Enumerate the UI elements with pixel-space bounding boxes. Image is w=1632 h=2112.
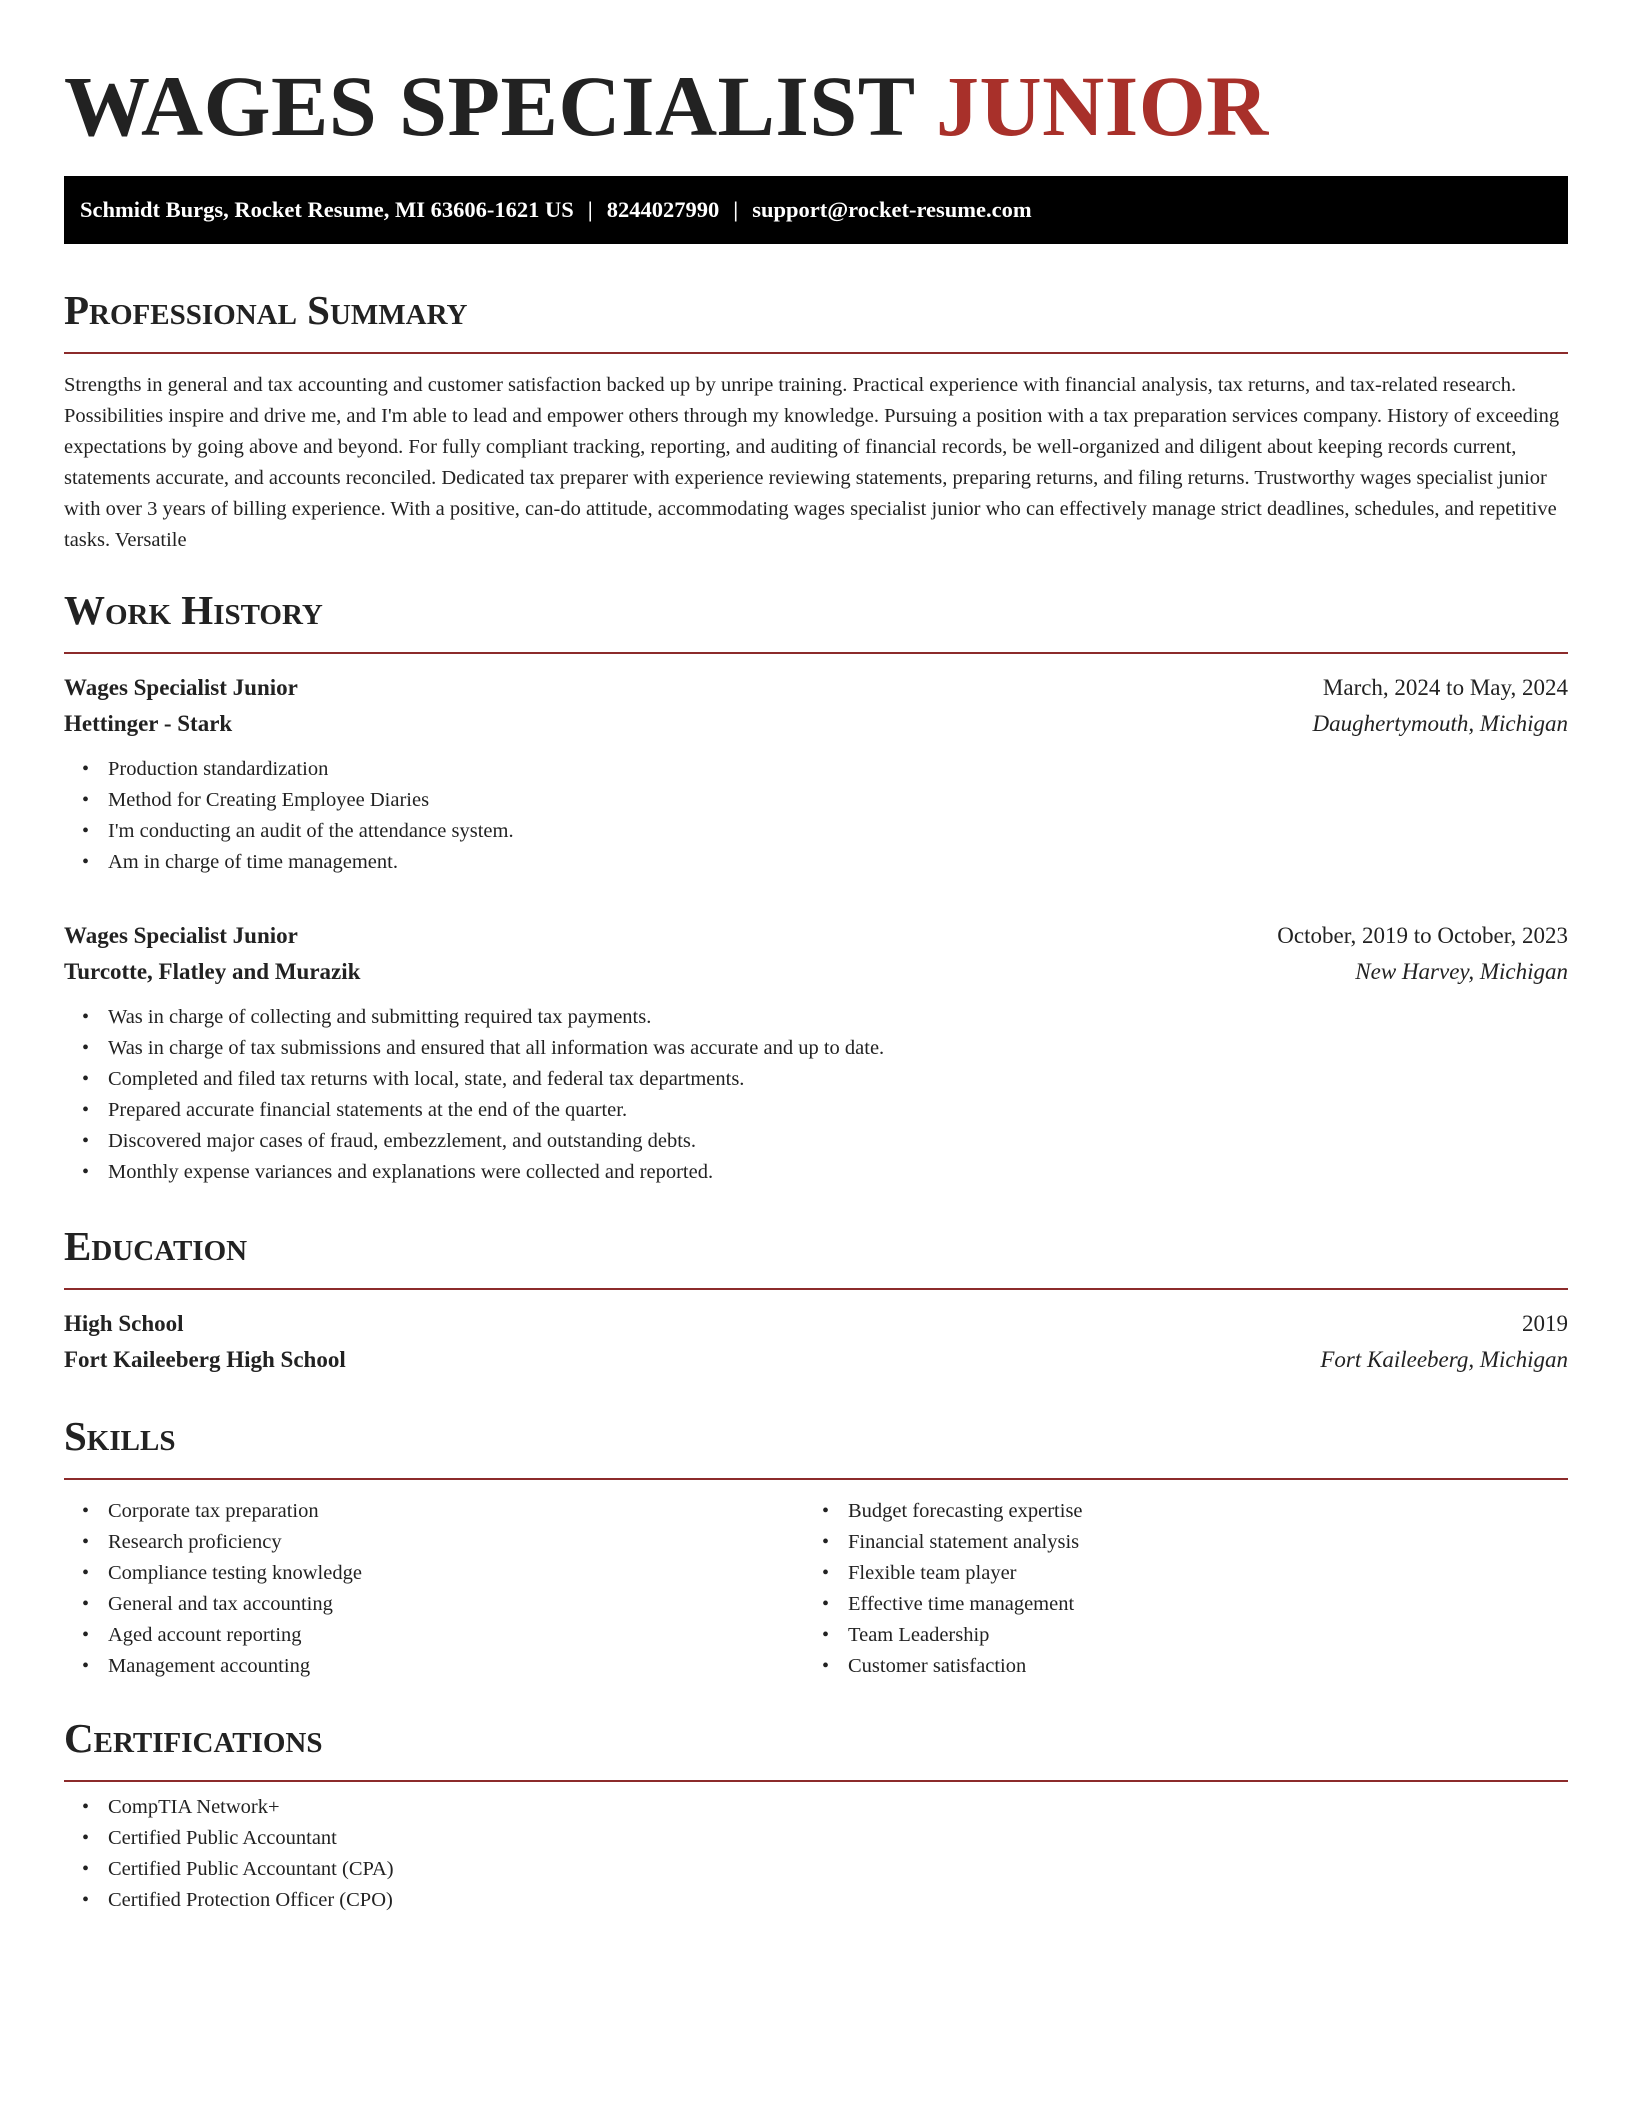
education-degree: High School [64,1311,184,1336]
skills-list [64,1496,804,1682]
skill-item: • Compliance testing knowledge [108,1558,804,1589]
contact-phone[interactable]: 8244027990 [606,197,720,222]
skill-item: • Management accounting [108,1651,804,1682]
job-title: Wages Specialist Junior [64,675,298,700]
job-location: Daughertymouth, Michigan [1312,711,1568,736]
job-dates: March, 2024 to May, 2024 [1322,675,1568,700]
job-dates: October, 2019 to October, 2023 [1277,923,1568,948]
contact-email[interactable]: support@rocket-resume.com [752,197,1032,222]
job-bullet: • Was in charge of tax submissions and ensured that all information was accurate and up to date. [108,1033,1568,1064]
skill-item: • Budget forecasting expertise [848,1496,1544,1527]
section-title-work-history: Work History [64,587,323,633]
education-year: 2019 [1522,1311,1568,1336]
contact-separator: | [733,197,739,222]
job-bullet: • Method for Creating Employee Diaries [108,785,1568,816]
section-title-education: Education [64,1223,248,1269]
skill-item: • Effective time management [848,1589,1544,1620]
name-accent: JUNIOR [936,58,1269,154]
name-main: WAGES SPECIALIST [64,58,915,154]
education-location: Fort Kaileeberg, Michigan [1320,1347,1568,1372]
job-title: Wages Specialist Junior [64,923,298,948]
contact-separator: | [587,197,593,222]
education-school: Fort Kaileeberg High School [64,1347,346,1372]
candidate-name [64,56,1568,164]
education-entry [64,1306,1568,1378]
job-company: Turcotte, Flatley and Murazik [64,959,361,984]
certification-item: • CompTIA Network+ [108,1792,1568,1823]
certifications-list [64,1792,1568,1916]
job-bullet: • Discovered major cases of fraud, embezzlement, and outstanding debts. [108,1126,1568,1157]
job-company: Hettinger - Stark [64,711,233,736]
section-title-certifications: Certifications [64,1715,323,1761]
contact-bar [64,176,1568,244]
section-divider [64,1780,1568,1782]
skill-item: • General and tax accounting [108,1589,804,1620]
job-bullet: • Prepared accurate financial statements at the end of the quarter. [108,1095,1568,1126]
contact-address: Schmidt Burgs, Rocket Resume, MI 63606-1621 US [80,197,574,222]
skill-item: • Flexible team player [848,1558,1544,1589]
skill-item: • Financial statement analysis [848,1527,1544,1558]
skill-item: • Corporate tax preparation [108,1496,804,1527]
skill-item: • Customer satisfaction [848,1651,1544,1682]
skill-item: • Research proficiency [108,1527,804,1558]
job-bullet: • Monthly expense variances and explanations were collected and reported. [108,1157,1568,1188]
job-entry [64,918,1568,1188]
job-bullets [64,754,1568,878]
section-divider [64,652,1568,654]
section-title-skills: Skills [64,1413,176,1459]
certification-item: • Certified Public Accountant [108,1823,1568,1854]
job-bullet: • Was in charge of collecting and submitting required tax payments. [108,1002,1568,1033]
job-bullet: • I'm conducting an audit of the attendance system. [108,816,1568,847]
skills-list [804,1496,1544,1682]
summary-text: Strengths in general and tax accounting and customer satisfaction backed up by unripe training. Practical experience with financial analysis, tax returns, and tax-related research. Possibilities inspire and drive me, and I'm able to lead and empower others through my knowledge. Pursuing a position with a tax preparation services company. History of exceeding expectations by going above and beyond. For fully compliant tracking, reporting, and auditing of financial records, be well-organized and diligent about keeping records current, statements accurate, and accounts reconciled. Dedicated tax preparer with experience reviewing statements, preparing returns, and filing returns. Trustworthy wages specialist junior with over 3 years of billing experience. With a positive, can-do attitude, accommodating wages specialist junior who can effectively manage strict deadlines, schedules, and repetitive tasks. Versatile [64,374,1560,551]
section-divider [64,352,1568,354]
job-location: New Harvey, Michigan [1355,959,1568,984]
job-entry [64,670,1568,878]
job-bullet: • Am in charge of time management. [108,847,1568,878]
skills-column-left [64,1488,804,1682]
section-divider [64,1478,1568,1480]
skill-item: • Aged account reporting [108,1620,804,1651]
job-bullet: • Production standardization [108,754,1568,785]
resume-page [64,0,1568,1916]
certification-item: • Certified Public Accountant (CPA) [108,1854,1568,1885]
job-bullets [64,1002,1568,1188]
skill-item: • Team Leadership [848,1620,1544,1651]
certification-item: • Certified Protection Officer (CPO) [108,1885,1568,1916]
job-bullet: • Completed and filed tax returns with local, state, and federal tax departments. [108,1064,1568,1095]
section-title-summary: Professional Summary [64,287,468,333]
skills-column-right [804,1488,1544,1682]
skills-grid [64,1488,1568,1682]
section-divider [64,1288,1568,1290]
